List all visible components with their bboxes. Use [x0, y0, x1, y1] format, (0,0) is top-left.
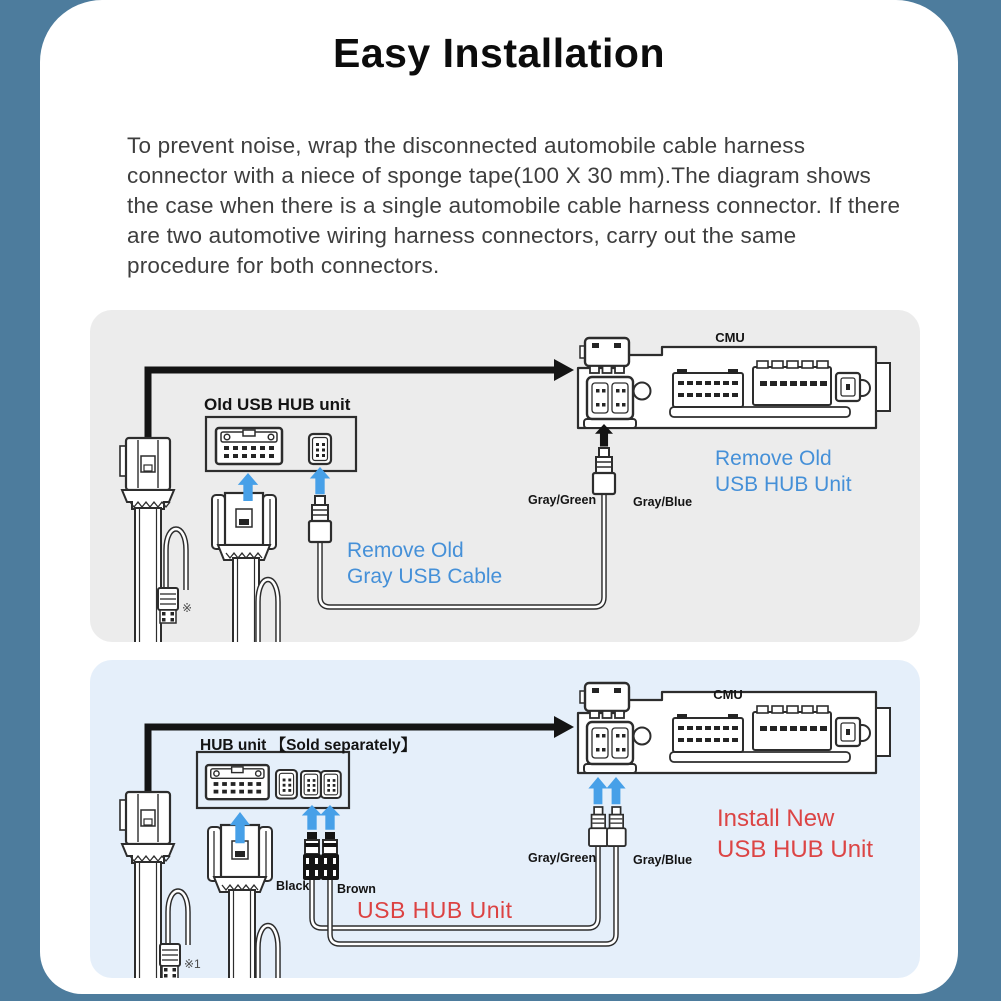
usb-plug-brown-icon: [321, 832, 339, 880]
loop-cable: [166, 529, 186, 592]
usb-plug-icon: [593, 448, 615, 494]
note-install-hub: [717, 803, 873, 865]
diagram-panel-install: [90, 660, 920, 978]
cmu-label: CMU: [713, 687, 743, 702]
note-remove-cable: [347, 538, 502, 590]
cable-name-label: USB HUB Unit: [357, 897, 513, 923]
footnote-plug-icon: [158, 588, 178, 623]
arrow-up-icon: [588, 777, 607, 804]
note-line: Remove Old: [715, 447, 832, 470]
old-usb-hub-unit: [206, 417, 356, 471]
footnote-plug-icon: [160, 944, 180, 978]
hub-wide-connector-icon: [206, 765, 269, 799]
plug-label-brown: Brown: [337, 882, 376, 896]
loop-cable: [258, 580, 278, 643]
cmu-usb-port-icon: [584, 377, 636, 428]
usb-plug-icon: [309, 496, 331, 542]
loop-cable: [168, 891, 188, 947]
wire-label-gray-blue: Gray/Blue: [633, 495, 693, 509]
wire-label-gray-blue: Gray/Blue: [633, 853, 693, 867]
usb-plug-icon: [607, 807, 626, 846]
hub-small-port-icon: [276, 770, 297, 799]
car-harness-connector-middle: [208, 825, 278, 978]
note-line: USB HUB Unit: [715, 473, 852, 496]
cmu-usb-port-icon: [584, 722, 636, 773]
diagram-panel-remove: [90, 310, 920, 642]
arrow-up-icon: [606, 777, 625, 804]
hub-wide-connector-icon: [216, 428, 282, 464]
instruction-card: [40, 0, 958, 994]
new-hub-unit: [197, 752, 349, 808]
hub-small-port-icon: [321, 771, 341, 798]
hub-box-label: HUB unit 【Sold separately】: [200, 737, 417, 754]
usb-plug-black-icon: [303, 832, 321, 880]
note-line: Install New: [717, 805, 835, 832]
usb-plug-icon: [589, 807, 608, 846]
plug-label-black: Black: [276, 879, 310, 893]
cmu-unit: [578, 338, 890, 428]
footnote-mark: ※: [182, 601, 193, 615]
wire-label-gray-green: Gray/Green: [528, 493, 597, 507]
note-line: Gray USB Cable: [347, 565, 503, 588]
footnote-mark: ※1: [184, 957, 201, 971]
car-harness-connector-left: [120, 438, 186, 642]
old-hub-box-label: Old USB HUB unit: [204, 395, 351, 414]
loop-cable: [258, 926, 278, 979]
hub-small-port-icon: [309, 434, 331, 464]
note-line: USB HUB Unit: [717, 836, 874, 863]
cmu-label: CMU: [715, 330, 745, 345]
note-remove-hub: [715, 446, 852, 498]
note-line: Remove Old: [347, 539, 464, 562]
page-description: To prevent noise, wrap the disconnected automobile cable harness connector with a niece of sponge tape(100 X 30 mm).The diagram shows the case when there is a single automobile cable harness connector. If there are two automotive wiring harness connectors, carry out the same procedure for both connectors.: [127, 132, 901, 278]
wire-label-gray-green: Gray/Green: [528, 851, 597, 865]
car-harness-connector-left: [120, 792, 188, 978]
page-title: Easy Installation: [332, 30, 666, 76]
hub-small-port-icon: [301, 771, 321, 798]
car-harness-connector-middle: [212, 493, 278, 642]
